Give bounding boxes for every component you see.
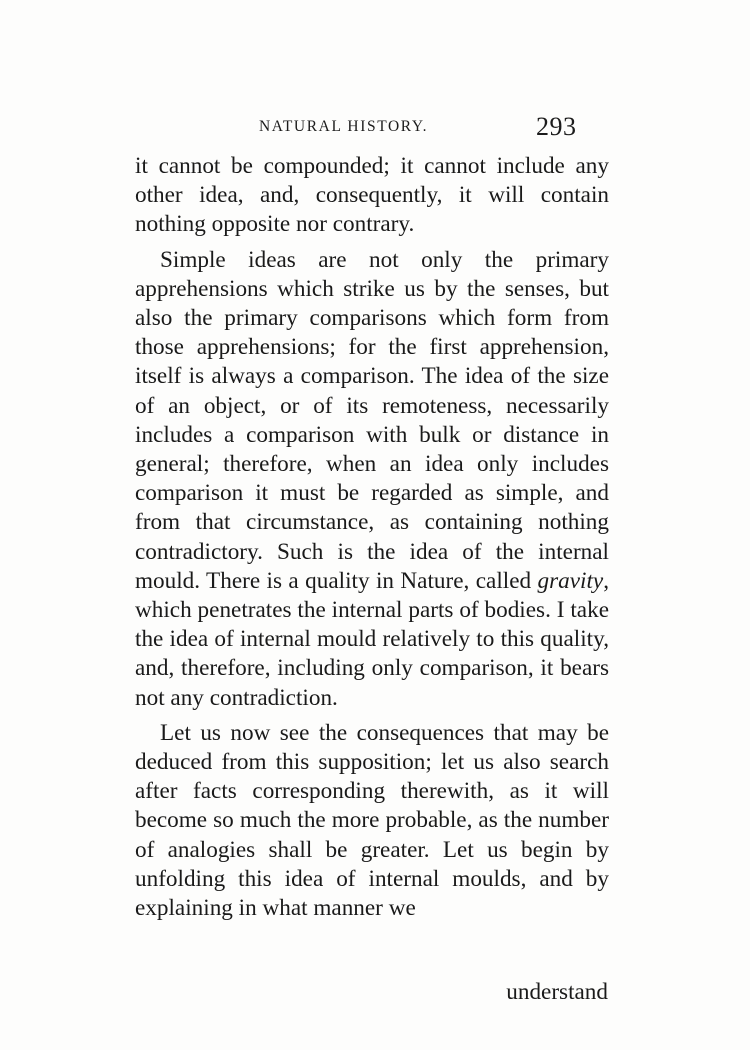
paragraph-1-text: it cannot be compounded; it cannot include any other idea, and, consequently, it will contain nothing opposite nor contrary. [135,153,609,238]
running-title: NATURAL HISTORY. [259,118,429,135]
paragraph-2-text-b: , which penetrates the internal parts of bodies. I take the idea of internal mould relatively to this quality, and, therefore, including only comparison, it bears not any contradiction. [135,567,609,711]
paragraph-1 [135,152,609,240]
paragraph-2 [135,246,609,713]
body-text [135,152,609,923]
page-number: 293 [536,112,577,141]
paragraph-3-text: Let us now see the consequences that may be deduced from this supposition; let us also search after facts corresponding therewith, as it will become so much the more probable, as the number of analogies shall be greater. Let us begin by unfolding this idea of internal moulds, and by explaining in what manner we [135,719,609,922]
italic-term-gravity: gravity [537,567,604,594]
paragraph-2-text-a: Simple ideas are not only the primary apprehensions which strike us by the senses, but also the primary comparisons which form from those apprehensions; for the first apprehension, itself is always a comparison. The idea of the size of an object, or of its remoteness, necessarily includes a comparison with bulk or distance in general; therefore, when an idea only includes comparison it must be regarded as simple, and from that circumstance, as containing nothing contradictory. Such is the idea of the internal mould. There is a quality in Nature, called [135,246,609,594]
paragraph-3 [135,719,609,923]
catchword: understand [506,979,608,1005]
